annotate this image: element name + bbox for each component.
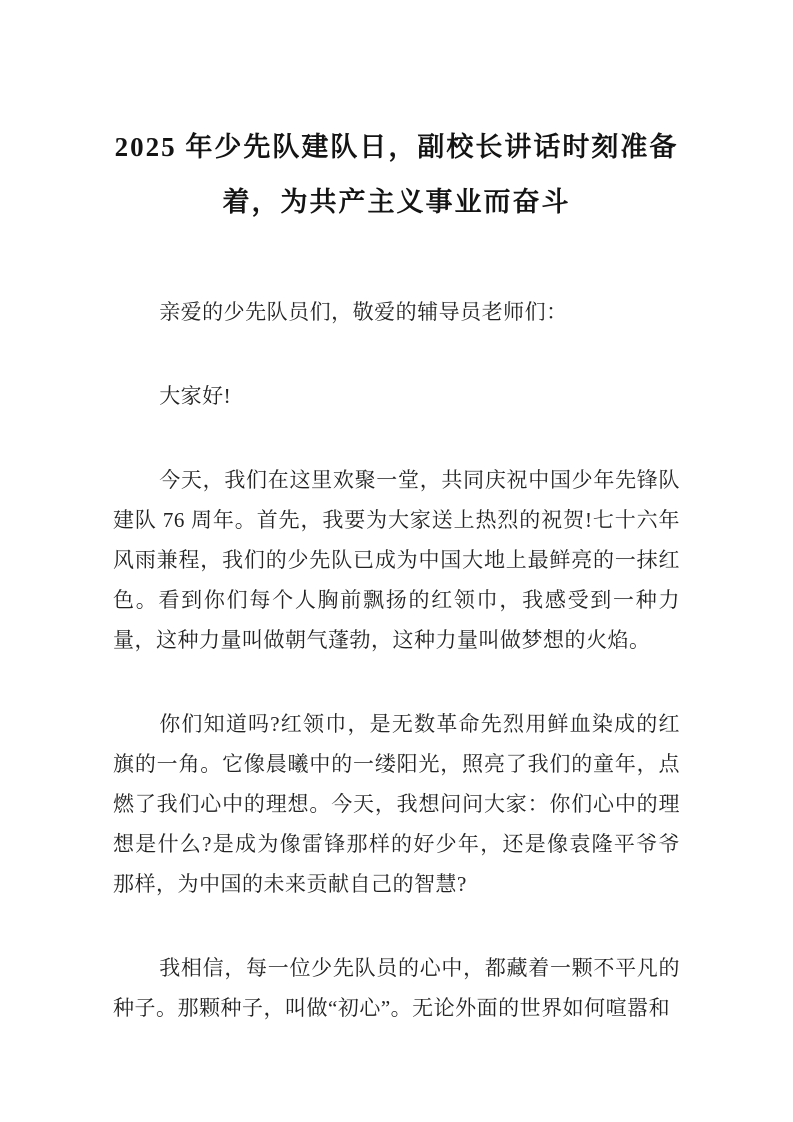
document-title (113, 120, 680, 230)
paragraph-seed-truncated: 我相信，每一位少先队员的心中，都藏着一颗不平凡的种子。那颗种子，叫做“初心”。无论外面的世界如何喧嚣和 (113, 956, 680, 1020)
document-title-line-1: 2025 年少先队建队日，副校长讲话时刻准备 (114, 132, 679, 162)
paragraph-greeting: 大家好! (159, 384, 232, 408)
document-title-line-2: 着，为共产主义事业而奋斗 (222, 187, 571, 217)
document-body (113, 292, 680, 1028)
paragraph-celebration: 今天，我们在这里欢聚一堂，共同庆祝中国少年先锋队建队 76 周年。首先，我要为大家送上热烈的祝贺!七十六年风雨兼程，我们的少先队已成为中国大地上最鲜亮的一抹红色。看到你们每个人胸前飘扬的红领巾，我感受到一种力量，这种力量叫做朝气蓬勃，这种力量叫做梦想的火焰。 (113, 468, 680, 652)
paragraph-salutation: 亲爱的少先队员们，敬爱的辅导员老师们： (159, 300, 568, 324)
paragraph-red-scarf: 你们知道吗?红领巾，是无数革命先烈用鲜血染成的红旗的一角。它像晨曦中的一缕阳光，照亮了我们的童年，点燃了我们心中的理想。今天，我想问问大家：你们心中的理想是什么?是成为像雷锋那样的好少年，还是像袁隆平爷爷那样，为中国的未来贡献自己的智慧? (113, 712, 680, 896)
